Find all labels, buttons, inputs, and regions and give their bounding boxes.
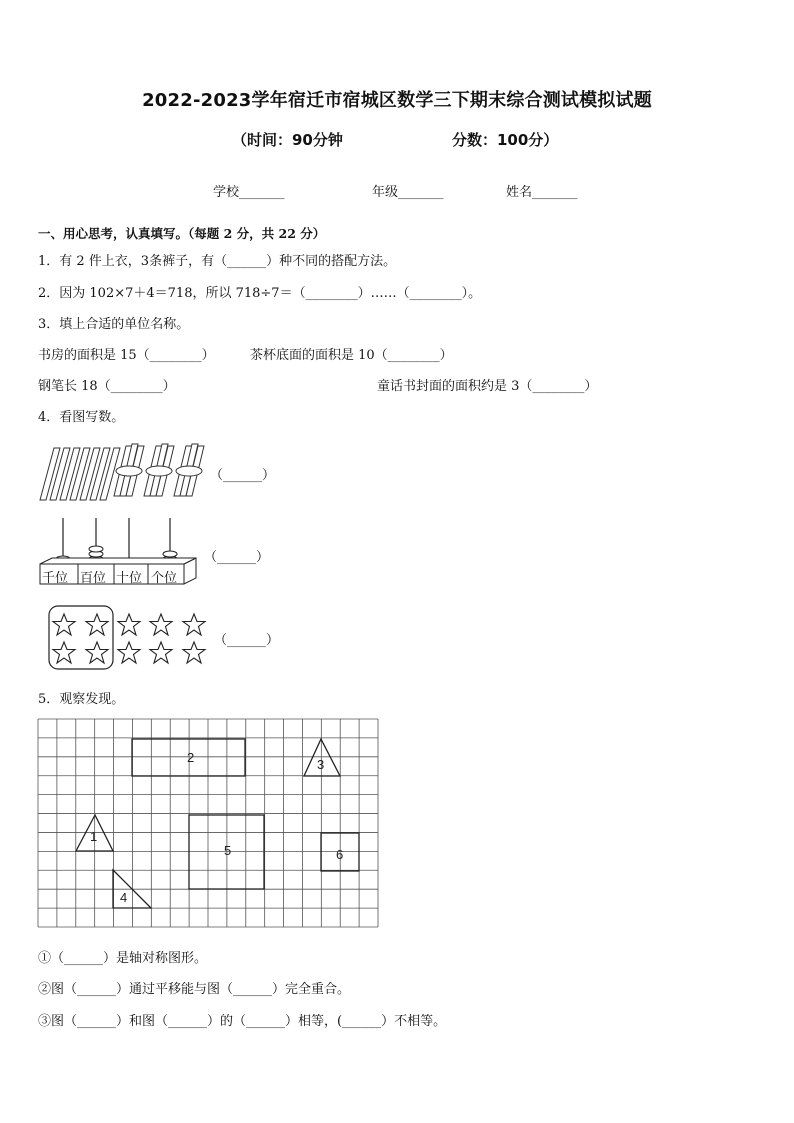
question-2: 2．因为 102×7＋4＝718，所以 718÷7＝（________）……（________）。: [38, 286, 482, 301]
question-4-stem: 4．看图写数。: [38, 410, 125, 425]
shape-label-1: 1: [90, 829, 98, 844]
sticks-figure: [36, 438, 211, 504]
stick-bundle-3: [174, 444, 204, 496]
question-3c: 钢笔长 18（________）: [38, 379, 176, 394]
bead: [89, 546, 103, 552]
question-3-stem: 3．填上合适的单位名称。: [38, 317, 190, 332]
shape-label-4: 4: [120, 890, 128, 905]
question-3d: 童话书封面的面积约是 3（________）: [377, 379, 598, 394]
question-5-part-1: ①（______）是轴对称图形。: [38, 951, 208, 966]
abacus-label-thousands: 千位: [42, 571, 69, 586]
question-4-blank-3[interactable]: （______）: [214, 633, 280, 648]
name-field[interactable]: 姓名_______: [506, 185, 578, 200]
grid-figure: [38, 719, 380, 929]
shape-label-3: 3: [317, 757, 325, 772]
shape-label-2: 2: [187, 750, 195, 765]
star-icon: [118, 614, 140, 635]
star-icon: [150, 642, 172, 663]
abacus-label-ones: 个位: [151, 571, 178, 586]
abacus-label-hundreds: 百位: [80, 571, 107, 586]
star-icon: [183, 614, 205, 635]
exam-time: （时间：90分钟: [232, 131, 343, 149]
question-4-blank-1[interactable]: （______）: [210, 468, 276, 483]
bead: [163, 551, 177, 557]
star-icon: [53, 642, 75, 663]
single-sticks: [40, 448, 120, 500]
star-icon: [150, 614, 172, 635]
exam-score: 分数：100分）: [452, 131, 559, 149]
star-icon: [86, 642, 108, 663]
star-icon: [183, 642, 205, 663]
school-field[interactable]: 学校_______: [213, 185, 285, 200]
page-title: 2022-2023学年宿迁市宿城区数学三下期末综合测试模拟试题: [142, 90, 652, 111]
question-5-part-3: ③图（______）和图（______）的（______）相等，(______）不相等。: [38, 1014, 447, 1029]
question-1: 1．有 2 件上衣，3条裤子，有（______）种不同的搭配方法。: [38, 254, 397, 269]
question-3b: 茶杯底面的面积是 10（________）: [250, 348, 453, 363]
question-5-part-2: ②图（______）通过平移能与图（______）完全重合。: [38, 982, 351, 997]
question-3a: 书房的面积是 15（________）: [38, 348, 215, 363]
question-5-stem: 5．观察发现。: [38, 692, 125, 707]
stick-bundle-2: [144, 444, 174, 496]
section-heading: 一、用心思考，认真填写。（每题 2 分，共 22 分）: [38, 226, 326, 241]
star-icon: [118, 642, 140, 663]
stars-figure: [46, 604, 212, 670]
abacus-label-tens: 十位: [116, 571, 143, 586]
star-icon: [53, 614, 75, 635]
question-4-blank-2[interactable]: （______）: [204, 550, 270, 565]
shape-label-5: 5: [224, 843, 232, 858]
grade-field[interactable]: 年级_______: [372, 185, 444, 200]
shape-label-6: 6: [336, 847, 344, 862]
star-icon: [86, 614, 108, 635]
